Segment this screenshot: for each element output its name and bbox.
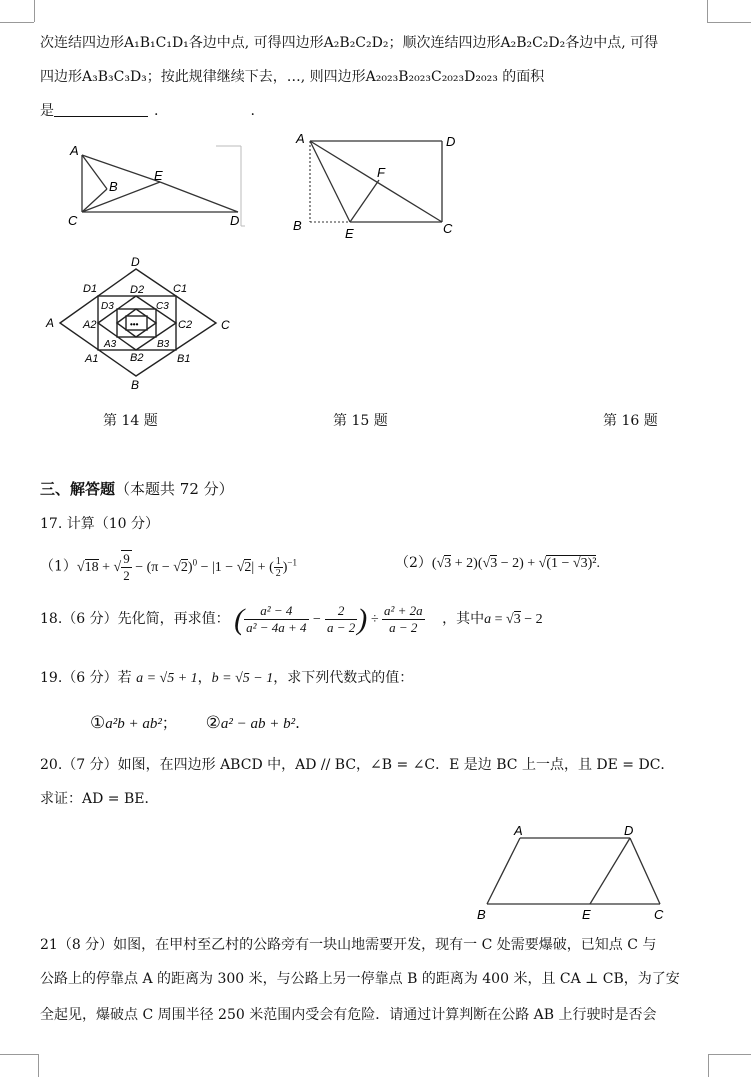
q21-line-3: 全起见，爆破点 C 周围半径 250 米范围内受会有危险．请通过计算判断在公路 AB 上行驶时是否会 — [40, 1007, 657, 1023]
fig16-label-a3: A3 — [104, 339, 117, 350]
fig15-label-e: E — [345, 226, 354, 241]
fig16-label-d3: D3 — [101, 301, 114, 312]
fig15-label-d: D — [446, 134, 456, 149]
fig16-label-a1: A1 — [85, 353, 99, 365]
fig14-label-d: D — [230, 213, 240, 228]
q19-item1: a²b + ab² — [105, 716, 162, 732]
corner-mark-bottom-left-v — [38, 1054, 39, 1077]
corner-mark-top-left-h — [0, 22, 34, 23]
fig14-line-ce — [82, 182, 160, 212]
q19-a-def: a = √5 + 1 — [136, 671, 198, 686]
q19-ask: ，求下列代数式的值： — [273, 670, 414, 686]
corner-mark-bottom-right-v — [708, 1054, 709, 1077]
intro-line-2: 四边形A₃B₃C₃D₃；按此规律继续下去，…, 则四边形A₂₀₂₃B₂₀₂₃C₂₀₂₃D₂₀₂₃ 的面积 — [40, 69, 545, 85]
fig16-label-c2: C2 — [178, 319, 193, 331]
fig14-line-ae — [82, 155, 160, 182]
q19-item2-num: ② — [205, 713, 221, 733]
fig16-label-a: A — [46, 316, 55, 330]
fig15-label-c: C — [443, 221, 453, 236]
intro-line-1: 次连结四边形A₁B₁C₁D₁各边中点, 可得四边形A₂B₂C₂D₂；顺次连结四边形A₂B₂C₂D₂各边中点, 可得 — [40, 35, 659, 51]
stray-dot: . — [250, 103, 255, 119]
q19-items: ①a²b + ab²； ②a² − ab + b². — [90, 713, 300, 733]
q21-line-1: 21（8 分）如图，在甲村至乙村的公路旁有一块山地需要开发，现有一 C 处需要爆破，已知点 C 与 — [40, 937, 657, 953]
fig14-line-ab — [82, 155, 107, 189]
fig14-label-a: A — [70, 143, 79, 158]
fig20-label-c: C — [654, 907, 664, 922]
q17-part1-expr: √18 + √ $\frac{9}{2}$ − $(\pi - √2)^0 - |1 - √2|$ + ( $\frac{1}{2}$ )$^{-1}$ — [76, 551, 297, 584]
q17-part1 — [40, 548, 297, 584]
q20-line-1: 20.（7 分）如图，在四边形 ABCD 中，AD // BC，∠B = ∠C．E 是边 BC 上一点，且 DE = DC． — [40, 757, 675, 773]
caption-q15: 第 15 题 — [333, 413, 388, 429]
fig14-label-c: C — [68, 213, 78, 228]
fig16-label-d1: D1 — [83, 283, 98, 295]
q18-value: a = √3 − 2 — [484, 612, 543, 627]
fig20-line-ab — [487, 838, 520, 904]
fig15-label-a: A — [296, 131, 305, 146]
fig20-label-d: D — [624, 823, 634, 838]
fig14-line-bc — [82, 189, 107, 212]
figure-20 — [470, 818, 670, 928]
fig16-label-c1: C1 — [173, 283, 188, 295]
fig20-label-e: E — [582, 907, 591, 922]
fig20-label-a: A — [514, 823, 523, 838]
figure-16 — [40, 252, 240, 392]
fig16-label-a2: A2 — [83, 319, 97, 331]
figure-15 — [288, 128, 468, 243]
fig15-line-ef — [350, 180, 379, 222]
q18-expression: ( $\frac{\text{a² − 4}}{\text{a² − 4a + 4}}$ − $\frac{2}{a - 2}$ ) ÷ $\frac{\text{a² + 2a}}{a - 2}$ — [234, 602, 423, 636]
intro-line-3 — [40, 101, 255, 121]
q18-where: ，其中 — [442, 611, 485, 627]
corner-mark-top-right-h — [707, 22, 751, 23]
fig20-line-de — [590, 838, 630, 904]
q18-label: 18.（6 分）先化简，再求值： — [40, 611, 230, 627]
fig16-label-b: B — [131, 378, 140, 392]
q20-line-2: 求证：AD = BE． — [40, 791, 159, 807]
fig16-label-b3: B3 — [157, 339, 170, 350]
corner-mark-top-right — [707, 0, 708, 22]
fig20-line-dc — [630, 838, 660, 904]
q19-item2: a² − ab + b² — [220, 716, 296, 732]
fig14-line-ed — [160, 182, 238, 212]
fig16-label-d2: D2 — [130, 284, 145, 296]
caption-q16: 第 16 题 — [603, 413, 658, 429]
q19-label: 19.（6 分）若 — [40, 670, 132, 686]
q19-b-def: b = √5 − 1 — [211, 671, 274, 686]
fig16-label-b2: B2 — [130, 352, 144, 364]
corner-mark-bottom-left — [0, 1054, 38, 1055]
fig16-label-d: D — [131, 255, 140, 269]
q17-part2 — [395, 551, 600, 576]
q18-line — [40, 597, 543, 643]
fig15-label-f: F — [377, 165, 385, 180]
section-3-note: （本题共 72 分） — [115, 480, 234, 498]
caption-q14: 第 14 题 — [103, 413, 158, 429]
intro-line-3-suffix: . — [154, 103, 159, 119]
fig20-label-b: B — [477, 907, 486, 922]
section-3-title: 三、解答题 — [40, 480, 116, 498]
figure-14 — [60, 138, 250, 233]
q19-item1-num: ① — [90, 713, 106, 733]
fig15-label-b: B — [293, 218, 302, 233]
answer-blank[interactable] — [54, 102, 148, 117]
fig14-label-b: B — [109, 179, 118, 194]
fig16-label-b1: B1 — [177, 353, 191, 365]
intro-line-3-prefix: 是 — [40, 103, 54, 119]
corner-mark-bottom-right — [708, 1054, 751, 1055]
q19-line: 19.（6 分）若 a = √5 + 1，b = √5 − 1，求下列代数式的值： — [40, 670, 414, 686]
fig16-label-c: C — [221, 318, 230, 332]
q17-part2-expr: (√3 + 2)(√3 − 2) + √(1 − √3)². — [431, 556, 600, 571]
q17-part1-num: （1） — [40, 558, 77, 575]
fig16-dots: ••• — [130, 320, 139, 329]
q21-line-2: 公路上的停靠点 A 的距离为 300 米，与公路上另一停靠点 B 的距离为 400 米，且 CA ⊥ CB，为了安 — [40, 971, 680, 987]
q17-label: 17. 计算（10 分） — [40, 516, 159, 532]
corner-mark-top-left — [34, 0, 35, 22]
fig16-label-c3: C3 — [156, 301, 169, 312]
section-3-heading — [40, 479, 234, 499]
q17-part2-num: （2） — [395, 555, 432, 571]
fig14-label-e: E — [154, 168, 163, 183]
